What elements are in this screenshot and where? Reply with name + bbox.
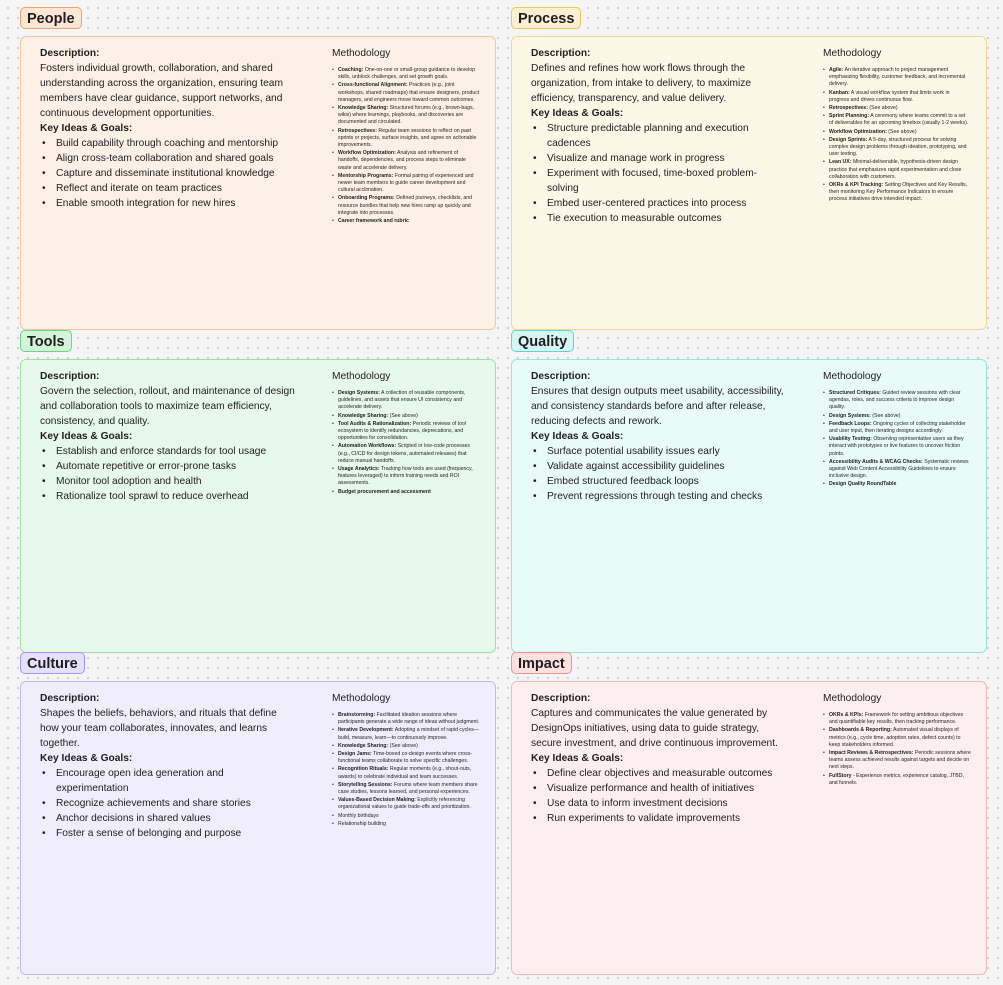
methodology-term: Usability Testing: — [829, 436, 872, 443]
methodology-heading: Methodology — [332, 371, 391, 382]
methodology-term: Onboarding Programs: — [338, 195, 395, 202]
methodology-term: Kanban: — [829, 89, 850, 96]
methodology-heading: Methodology — [332, 48, 391, 59]
methodology-term: Career framework and rubric — [338, 218, 409, 225]
card-quality[interactable] — [511, 359, 987, 653]
methodology-term: Design Sprints: — [829, 136, 868, 143]
methodology-item — [338, 813, 480, 820]
methodology-text: Adopting a mindset of rapid cycles—build, measure, learn—to continuously improve. — [338, 727, 479, 741]
methodology-item — [338, 821, 480, 828]
methodology-text: Regular team sessions to reflect on past sprints or projects, surface insights, and agree on actionable improvements. — [338, 127, 477, 149]
methodology-text: Guided review sessions with clear agendas, roles, and success criteria to improve design quality. — [829, 390, 961, 411]
methodology-list — [823, 390, 971, 489]
goal-item: • Automate repetitive or error-prone tasks — [56, 459, 295, 474]
methodology-term: Lean UX: — [829, 159, 852, 166]
goal-item: • Tie execution to measurable outcomes — [547, 211, 786, 226]
section-tag-quality[interactable]: Quality — [511, 330, 574, 352]
methodology-text: Facilitated ideation sessions where participants generate a wide range of ideas without judgment. — [338, 712, 480, 726]
section-tag-people[interactable]: People — [20, 7, 82, 29]
methodology-term: Workflow Optimization: — [338, 150, 396, 157]
methodology-item — [338, 218, 480, 225]
methodology-term: Sprint Planning: — [829, 113, 870, 120]
description-text: Shapes the beliefs, behaviors, and rituals that define how your team collaborates, innovates, and learns together. — [40, 708, 277, 749]
goals-list — [531, 766, 786, 826]
methodology-item — [829, 159, 971, 181]
goals-heading: Key Ideas & Goals: — [40, 123, 133, 134]
goal-item: • Anchor decisions in shared values — [56, 811, 295, 826]
methodology-term: Impact Reviews & Retrospectives: — [829, 750, 914, 757]
methodology-term: Brainstorming: — [338, 712, 376, 718]
methodology-heading: Methodology — [332, 693, 391, 704]
methodology-column — [823, 691, 971, 788]
methodology-text: Explicitly referencing organizational values to guide trade-offs and prioritization. — [338, 797, 471, 811]
methodology-item — [338, 466, 480, 488]
methodology-term: Values-Based Decision Making: — [338, 797, 416, 804]
methodology-text: Scripted or low-code processes (e.g., CI/CD for design tokens, automated releases) that reduce manual handoffs. — [338, 443, 470, 464]
methodology-term: Workflow Optimization: — [829, 128, 887, 135]
methodology-item — [829, 481, 971, 488]
section-impact — [511, 652, 987, 975]
methodology-item — [829, 390, 971, 412]
methodology-column — [332, 691, 480, 829]
description-column — [40, 691, 295, 841]
methodology-item — [338, 421, 480, 443]
methodology-text: Systematic reviews against Web Content Accessibility Guidelines to ensure inclusive design. — [829, 458, 969, 480]
goals-heading: Key Ideas & Goals: — [531, 108, 624, 119]
section-people — [20, 7, 496, 330]
methodology-item — [338, 67, 480, 81]
methodology-list — [332, 67, 480, 225]
methodology-item — [338, 782, 480, 796]
methodology-term: Retrospectives: — [829, 105, 868, 112]
methodology-item — [338, 82, 480, 104]
methodology-item — [338, 173, 480, 195]
methodology-term: OKRs & KPI Tracking: — [829, 182, 884, 189]
description-text: Defines and refines how work flows through the organization, from intake to delivery, to maximize efficiency, transparency, and value delivery. — [531, 63, 752, 104]
methodology-item — [829, 727, 971, 749]
goal-item: • Validate against accessibility guidelines — [547, 459, 786, 474]
section-tools — [20, 330, 496, 653]
methodology-text: Practices (e.g., joint workshops, shared roadmaps) that ensure designers, product managers, and engineers move toward common outcomes. — [338, 82, 480, 103]
goal-item: • Recognize achievements and share stories — [56, 796, 295, 811]
methodology-item — [829, 773, 971, 787]
methodology-text: Periodic sessions where teams assess achieved results against targets and decide on next steps. — [829, 750, 971, 771]
methodology-text: Relationship building — [338, 820, 386, 827]
description-column — [531, 369, 786, 504]
methodology-term: Usage Analytics: — [338, 466, 380, 473]
methodology-text: Analysis and refinement of handoffs, dependencies, and process steps to eliminate waste and accelerate delivery. — [338, 150, 466, 171]
methodology-text: A collection of reusable components, guidelines, and assets that ensure UI consistency and accelerate delivery. — [338, 390, 466, 411]
description-heading: Description: — [40, 371, 100, 382]
methodology-item — [338, 489, 480, 496]
methodology-item — [829, 137, 971, 159]
description-text: Fosters individual growth, collaboration, and shared understanding across the organization, ensuring team members have clear guidance, support networks, and continuous development opportunities. — [40, 63, 283, 119]
methodology-item — [829, 436, 971, 458]
card-process[interactable] — [511, 36, 987, 330]
methodology-text: A visual workflow system that limits work in progress and drives continuous flow. — [829, 89, 950, 103]
goals-list — [531, 121, 786, 226]
methodology-item — [338, 443, 480, 465]
methodology-term: Knowledge Sharing: — [338, 105, 389, 112]
methodology-term: Design Systems: — [338, 390, 380, 396]
methodology-text: Setting Objectives and Key Results, then monitoring Key Performance Indicators to ensure process initiatives drive intended impact. — [829, 182, 968, 203]
methodology-list — [823, 712, 971, 787]
methodology-column — [823, 369, 971, 490]
methodology-item — [829, 129, 971, 136]
methodology-text: Automated visual displays of metrics (e.g., cycle time, adoption rates, defect counts) to keep stakeholders informed. — [829, 727, 961, 748]
description-column — [40, 46, 295, 211]
methodology-term: Recognition Rituals: — [338, 766, 389, 773]
description-column — [531, 691, 786, 826]
section-tag-tools[interactable]: Tools — [20, 330, 72, 352]
methodology-term: Design Systems: — [829, 412, 871, 419]
methodology-text: Observing representative users as they interact with prototypes or live features to uncover friction points. — [829, 436, 964, 457]
methodology-list — [823, 67, 971, 204]
card-impact[interactable] — [511, 681, 987, 975]
methodology-text: (See above) — [872, 412, 901, 419]
methodology-text: (See above) — [389, 412, 418, 419]
card-tools[interactable] — [20, 359, 496, 653]
methodology-item — [338, 766, 480, 780]
methodology-term: Iterative Development: — [338, 727, 394, 734]
methodology-item — [338, 105, 480, 127]
goal-item: • Experiment with focused, time-boxed problem-solving — [547, 166, 786, 196]
goal-item: • Encourage open idea generation and experimentation — [56, 766, 295, 796]
methodology-item — [338, 743, 480, 750]
goal-item: • Run experiments to validate improvements — [547, 811, 786, 826]
methodology-item — [338, 797, 480, 811]
methodology-term: Agile: — [829, 67, 844, 73]
methodology-term: Feedback Loops: — [829, 420, 872, 427]
section-process — [511, 7, 987, 330]
methodology-text: Regular moments (e.g., shout-outs, awards) to celebrate individual and team successes. — [338, 766, 472, 780]
methodology-term: Design Jams: — [338, 751, 372, 758]
description-heading: Description: — [531, 48, 591, 59]
description-column — [40, 369, 295, 504]
goals-list — [40, 136, 295, 211]
methodology-item — [338, 390, 480, 412]
methodology-list — [332, 712, 480, 828]
methodology-text: Defined journeys, checklists, and resource bundles that help new hires ramp up quickly and integrate into processes. — [338, 195, 473, 216]
methodology-term: Budget procurement and accessment — [338, 488, 431, 495]
goals-list — [40, 444, 295, 504]
goal-item: • Visualize and manage work in progress — [547, 151, 786, 166]
section-tag-impact[interactable]: Impact — [511, 652, 572, 674]
methodology-term: Storytelling Sessions: — [338, 781, 393, 788]
goal-item: • Enable smooth integration for new hires — [56, 196, 295, 211]
methodology-item — [338, 195, 480, 217]
goals-list — [40, 766, 295, 841]
methodology-text: Periodic reviews of tool ecosystem to identify redundancies, deprecations, and opportunities for consolidation. — [338, 420, 466, 442]
methodology-text: A 5-day, structured process for solving complex design problems through ideation, prototyping, and user testing. — [829, 136, 967, 158]
methodology-text: Minimal-deliverable, hypothesis-driven design practice that emphasizes rapid experimentation and close collaboration with customers. — [829, 159, 962, 180]
description-heading: Description: — [531, 693, 591, 704]
goals-heading: Key Ideas & Goals: — [40, 431, 133, 442]
goal-item: • Establish and enforce standards for tool usage — [56, 444, 295, 459]
card-culture[interactable] — [20, 681, 496, 975]
goal-item: • Visualize performance and health of initiatives — [547, 781, 786, 796]
description-text: Ensures that design outputs meet usability, accessibility, and consistency standards before and after release, reducing defects and rework. — [531, 386, 784, 427]
methodology-list — [332, 390, 480, 496]
methodology-text: Forums where team members share case studies, lessons learned, and personal experiences. — [338, 781, 478, 796]
methodology-term: Structured Critiques: — [829, 390, 881, 396]
methodology-item — [829, 750, 971, 772]
methodology-item — [338, 712, 480, 726]
methodology-heading: Methodology — [823, 48, 882, 59]
goal-item: • Use data to inform investment decisions — [547, 796, 786, 811]
methodology-term: Knowledge Sharing: — [338, 742, 389, 749]
description-heading: Description: — [531, 371, 591, 382]
methodology-term: Tool Audits & Rationalization: — [338, 420, 412, 427]
methodology-item — [829, 90, 971, 104]
methodology-item — [829, 182, 971, 204]
methodology-item — [338, 413, 480, 420]
methodology-item — [829, 421, 971, 435]
methodology-heading: Methodology — [823, 693, 882, 704]
methodology-text: An iterative approach to project management emphasizing flexibility, customer feedback, and incremental delivery. — [829, 67, 966, 88]
methodology-item — [829, 712, 971, 726]
methodology-text: (See above) — [389, 742, 418, 749]
methodology-text: A ceremony where teams commit to a set of deliverables for an upcoming timebox (usually 1-2 weeks). — [829, 113, 969, 127]
goal-item: • Align cross-team collaboration and shared goals — [56, 151, 295, 166]
methodology-text: (See above) — [869, 105, 898, 112]
methodology-term: Retrospectives: — [338, 127, 377, 134]
goal-item: • Define clear objectives and measurable outcomes — [547, 766, 786, 781]
description-column — [531, 46, 786, 226]
methodology-term: Design Quality RoundTable — [829, 481, 897, 488]
methodology-text: Time-boxed co-design events where cross-functional teams collaborate to solve specific challenges. — [338, 751, 473, 765]
methodology-item — [829, 413, 971, 420]
description-heading: Description: — [40, 693, 100, 704]
section-culture — [20, 652, 496, 975]
goals-heading: Key Ideas & Goals: — [531, 753, 624, 764]
goal-item: • Prevent regressions through testing and checks — [547, 489, 786, 504]
section-tag-process[interactable]: Process — [511, 7, 581, 29]
methodology-term: Accessibility Audits & WCAG Checks: — [829, 458, 923, 465]
section-tag-culture[interactable]: Culture — [20, 652, 85, 674]
methodology-term: Knowledge Sharing: — [338, 412, 389, 419]
description-text: Govern the selection, rollout, and maintenance of design and collaboration tools to maximize team efficiency, consistency, and quality. — [40, 386, 295, 427]
goal-item: • Monitor tool adoption and health — [56, 474, 295, 489]
methodology-item — [829, 459, 971, 481]
methodology-term: FullStory — [829, 772, 852, 779]
goal-item: • Foster a sense of belonging and purpose — [56, 826, 295, 841]
description-heading: Description: — [40, 48, 100, 59]
methodology-text: One-on-one or small-group guidance to develop skills, unblock challenges, and set growth goals. — [338, 67, 475, 81]
methodology-term: Automation Workflows: — [338, 443, 397, 450]
methodology-text: Monthly birthdays — [338, 812, 379, 819]
methodology-text: Ongoing cycles of collecting stakeholder and user input, then iterating designs accordingly. — [829, 420, 966, 435]
goal-item: • Embed structured feedback loops — [547, 474, 786, 489]
methodology-text: Tracking how tools are used (frequency, features leveraged) to inform training needs and ROI assessments. — [338, 466, 473, 487]
methodology-text: Framework for setting ambitious objectives and quantifiable key results, then tracking performance. — [829, 712, 964, 726]
goal-item: • Embed user-centered practices into process — [547, 196, 786, 211]
section-quality — [511, 330, 987, 653]
goals-heading: Key Ideas & Goals: — [40, 753, 133, 764]
methodology-text: (See above) — [888, 128, 917, 135]
goals-list — [531, 444, 786, 504]
methodology-column — [823, 46, 971, 205]
methodology-item — [338, 128, 480, 150]
methodology-column — [332, 46, 480, 226]
methodology-text: - Experience metrics, experience catalog, JTBD, and funnels. — [829, 772, 964, 786]
methodology-term: Coaching: — [338, 67, 364, 73]
methodology-text: Structured forums (e.g., brown-bags, wikis) where learnings, playbooks, and discoveries are documented and circulated. — [338, 105, 475, 126]
methodology-heading: Methodology — [823, 371, 882, 382]
card-people[interactable] — [20, 36, 496, 330]
goal-item: • Build capability through coaching and mentorship — [56, 136, 295, 151]
methodology-column — [332, 369, 480, 497]
goal-item: • Structure predictable planning and execution cadences — [547, 121, 786, 151]
methodology-text: Formal pairing of experienced and newer team members to guide career development and cultural acclimation. — [338, 172, 474, 194]
goal-item: • Rationalize tool sprawl to reduce overhead — [56, 489, 295, 504]
methodology-term: Dashboards & Reporting: — [829, 727, 892, 734]
methodology-item — [829, 113, 971, 127]
methodology-term: Mentorship Programs: — [338, 172, 394, 179]
methodology-item — [338, 150, 480, 172]
goal-item: • Capture and disseminate institutional knowledge — [56, 166, 295, 181]
methodology-term: OKRs & KPIs: — [829, 712, 864, 718]
methodology-item — [829, 67, 971, 89]
methodology-term: Cross-functional Alignment: — [338, 82, 408, 89]
methodology-item — [338, 751, 480, 765]
goal-item: • Surface potential usability issues early — [547, 444, 786, 459]
methodology-item — [338, 727, 480, 741]
methodology-item — [829, 105, 971, 112]
description-text: Captures and communicates the value generated by DesignOps initiatives, using data to guide strategy, secure investment, and drive continuous improvement. — [531, 708, 778, 749]
goal-item: • Reflect and iterate on team practices — [56, 181, 295, 196]
goals-heading: Key Ideas & Goals: — [531, 431, 624, 442]
